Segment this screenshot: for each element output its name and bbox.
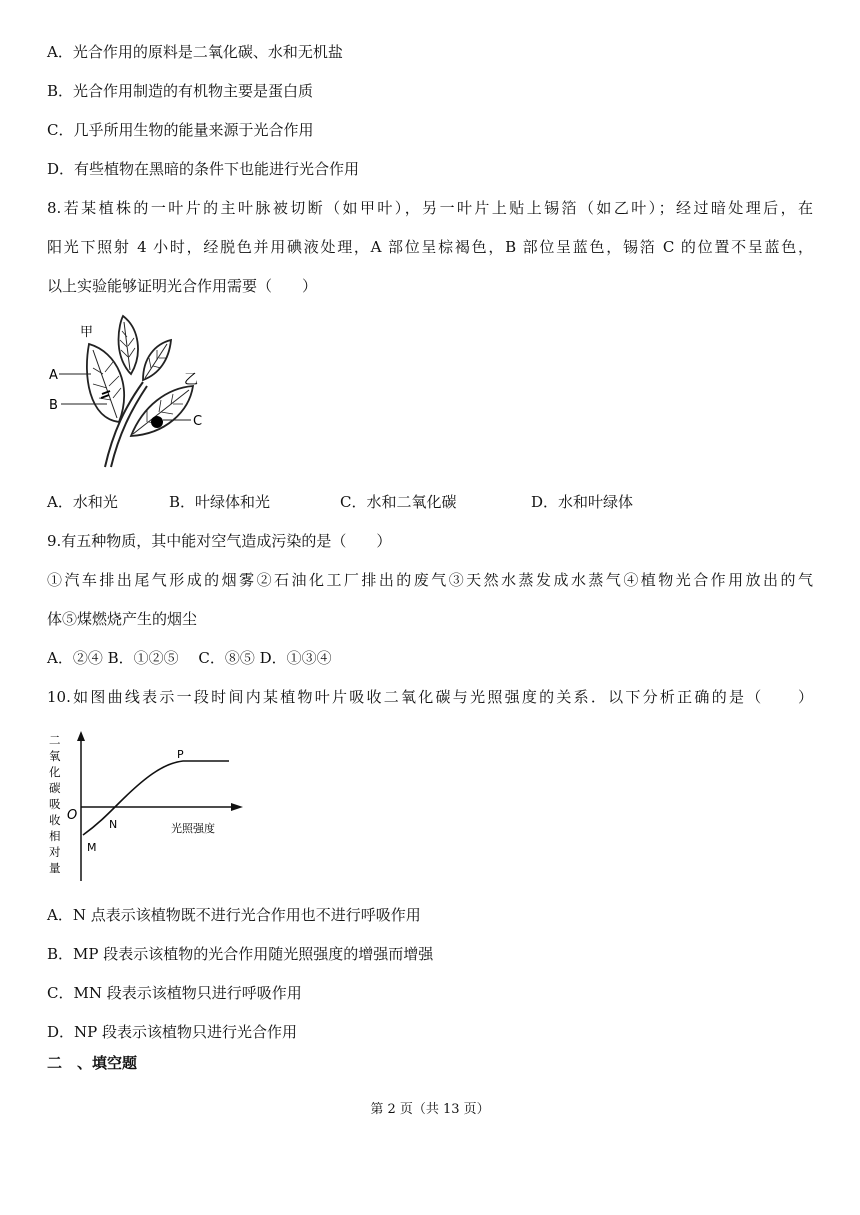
q9-items-line-1: ①汽车排出尾气形成的烟雾②石油化工厂排出的废气③天然水蒸发成水蒸气④植物光合作用放出的气 (47, 571, 813, 589)
q10-option-d: D．NP 段表示该植物只进行光合作用 (47, 1023, 298, 1041)
q10-curve-figure (47, 727, 247, 885)
section-heading: 二 、填空题 (47, 1054, 138, 1072)
leaf-jia (87, 344, 124, 422)
label-yi: 乙 (184, 372, 198, 388)
label-o: O (67, 808, 78, 823)
svg-text:氧: 氧 (49, 749, 61, 763)
svg-text:收: 收 (49, 813, 61, 827)
q8-option-d: D．水和叶绿体 (531, 493, 634, 511)
x-axis-label: 光照强度 (171, 822, 215, 835)
label-b: B (49, 398, 58, 413)
page-footer: 第 2 页（共 13 页） (370, 1102, 490, 1117)
label-c: C (193, 414, 203, 429)
svg-text:化: 化 (49, 765, 61, 779)
tinfoil-spot (151, 416, 163, 428)
q10-option-c: C．MN 段表示该植物只进行呼吸作用 (47, 984, 302, 1002)
leaf-top (119, 316, 138, 374)
svg-text:碳: 碳 (49, 781, 61, 795)
q8-stem-line-2: 阳光下照射 4 小时，经脱色并用碘液处理，A 部位呈棕褐色，B 部位呈蓝色，锡箔 C 的位置不呈蓝色， (47, 238, 813, 256)
q8-leaf-figure (47, 312, 217, 472)
q7-option-c: C．几乎所用生物的能量来源于光合作用 (47, 121, 314, 139)
svg-text:吸: 吸 (49, 797, 61, 811)
q8-stem-line-3: 以上实验能够证明光合作用需要（ ） (47, 277, 318, 295)
q9-options: A．②④ B．①②⑤ C．⑧⑤ D．①③④ (47, 649, 332, 667)
q9-stem: 9.有五种物质，其中能对空气造成污染的是（ ） (47, 532, 392, 550)
q8-option-c: C．水和二氧化碳 (340, 493, 457, 511)
q8-option-a: A．水和光 (47, 493, 118, 511)
label-n: N (109, 818, 118, 831)
svg-text:量: 量 (49, 861, 61, 875)
q7-option-b: B．光合作用制造的有机物主要是蛋白质 (47, 82, 314, 100)
label-m: M (87, 841, 97, 854)
q8-stem-line-1: 8.若某植株的一叶片的主叶脉被切断（如甲叶），另一叶片上贴上锡箔（如乙叶）；经过暗处理后，在 (47, 199, 813, 217)
y-axis-label (49, 733, 61, 875)
label-a: A (49, 368, 58, 383)
label-p: P (177, 748, 184, 761)
q10-option-a: A．N 点表示该植物既不进行光合作用也不进行呼吸作用 (47, 906, 421, 924)
q7-option-a: A．光合作用的原料是二氧化碳、水和无机盐 (47, 43, 343, 61)
q10-option-b: B．MP 段表示该植物的光合作用随光照强度的增强而增强 (47, 945, 434, 963)
svg-text:对: 对 (49, 845, 61, 859)
svg-text:相: 相 (49, 829, 61, 843)
q7-option-d: D．有些植物在黑暗的条件下也能进行光合作用 (47, 160, 360, 178)
q8-options (47, 492, 747, 512)
q9-items-line-2: 体⑤煤燃烧产生的烟尘 (47, 610, 198, 628)
label-jia: 甲 (80, 325, 94, 340)
svg-text:二: 二 (49, 733, 61, 747)
q10-stem: 10.如图曲线表示一段时间内某植物叶片吸收二氧化碳与光照强度的关系．以下分析正确的是（ ） (47, 688, 813, 706)
q8-option-b: B．叶绿体和光 (169, 493, 271, 511)
